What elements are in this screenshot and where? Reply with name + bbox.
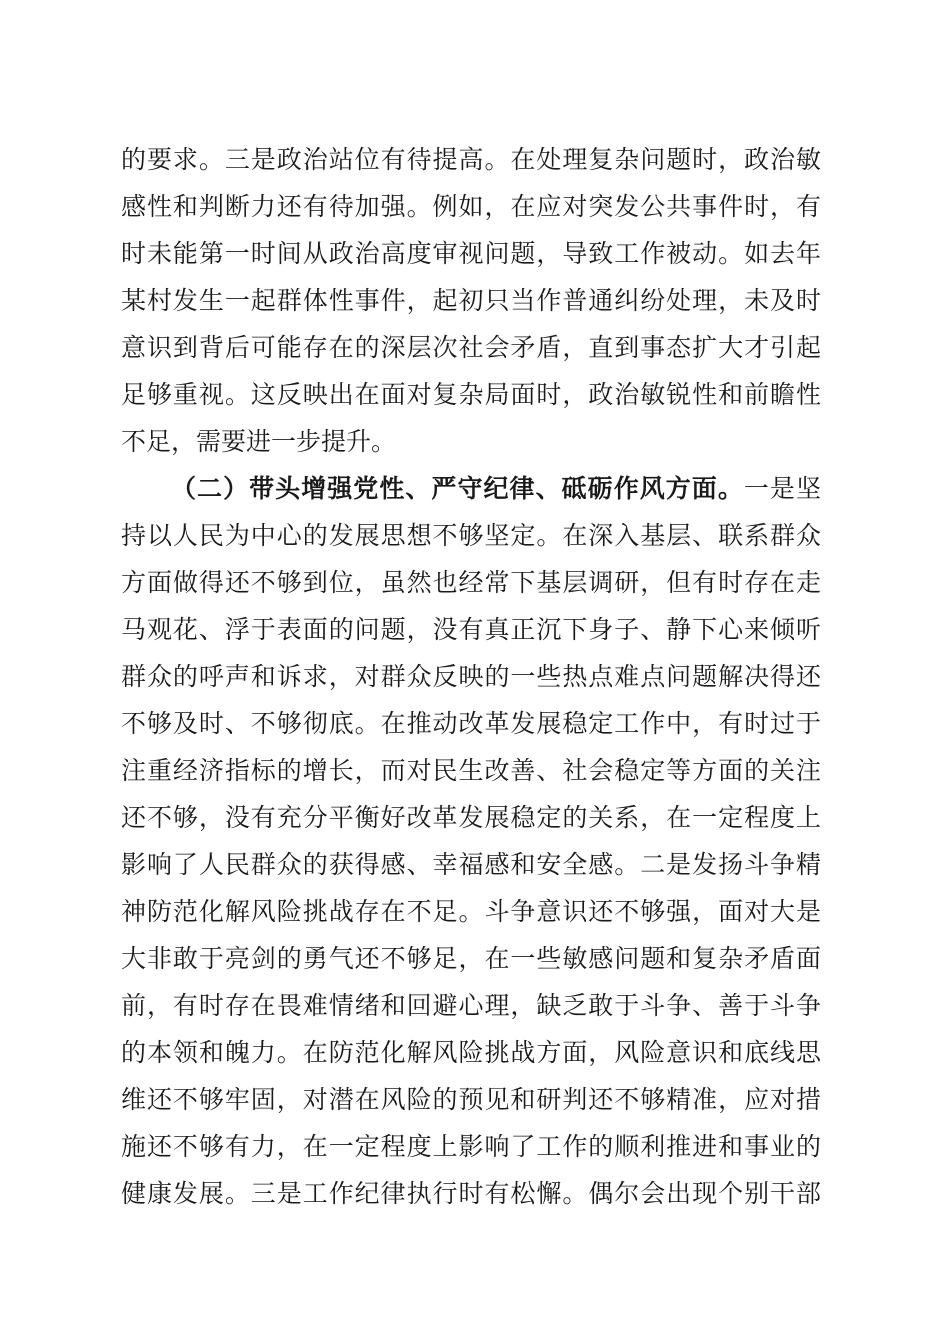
text-line: 注重经济指标的增长，而对民生改善、社会稳定等方面的关注 <box>121 756 821 785</box>
text-line: 的要求。三是政治站位有待提高。在处理复杂问题时，政治敏 <box>121 145 821 174</box>
text-line: 神防范化解风险挑战存在不足。斗争意识还不够强，面对大是 <box>121 897 821 926</box>
text-line: 影响了人民群众的获得感、幸福感和安全感。二是发扬斗争精 <box>121 850 821 879</box>
section-heading-line <box>171 469 821 509</box>
text-line: 维还不够牢固，对潜在风险的预见和研判还不够精准，应对措 <box>121 1085 821 1114</box>
text-line: 前，有时存在畏难情绪和回避心理，缺乏敢于斗争、善于斗争 <box>121 991 821 1020</box>
text-line: 时未能第一时间从政治高度审视问题，导致工作被动。如去年 <box>121 239 821 268</box>
text-line: 某村发生一起群体性事件，起初只当作普通纠纷处理，未及时 <box>121 286 821 315</box>
text-line: 施还不够有力，在一定程度上影响了工作的顺利推进和事业的 <box>121 1132 821 1161</box>
text-line: 持以人民为中心的发展思想不够坚定。在深入基层、联系群众 <box>121 521 821 550</box>
text-line: 感性和判断力还有待加强。例如，在应对突发公共事件时，有 <box>121 192 821 221</box>
text-line: 足够重视。这反映出在面对复杂局面时，政治敏锐性和前瞻性 <box>121 380 821 409</box>
text-line: 不够及时、不够彻底。在推动改革发展稳定工作中，有时过于 <box>121 709 821 738</box>
text-line: 不足，需要进一步提升。 <box>121 427 397 456</box>
text-line: 群众的呼声和诉求，对群众反映的一些热点难点问题解决得还 <box>121 662 821 691</box>
text-line: 大非敢于亮剑的勇气还不够足，在一些敏感问题和复杂矛盾面 <box>121 944 821 973</box>
section-heading: （二）带头增强党性、严守纪律、砥砺作风方面。 <box>171 474 744 503</box>
text-line: 方面做得还不够到位，虽然也经常下基层调研，但有时存在走 <box>121 568 821 597</box>
text-line: 还不够，没有充分平衡好改革发展稳定的关系，在一定程度上 <box>121 803 821 832</box>
text-line: 马观花、浮于表面的问题，没有真正沉下身子、静下心来倾听 <box>121 615 821 644</box>
text-line: 的本领和魄力。在防范化解风险挑战方面，风险意识和底线思 <box>121 1038 821 1067</box>
text-line: 意识到背后可能存在的深层次社会矛盾，直到事态扩大才引起 <box>121 333 821 362</box>
text-line: 健康发展。三是工作纪律执行时有松懈。偶尔会出现个别干部 <box>121 1179 821 1208</box>
text-run: 一是坚 <box>743 474 821 503</box>
